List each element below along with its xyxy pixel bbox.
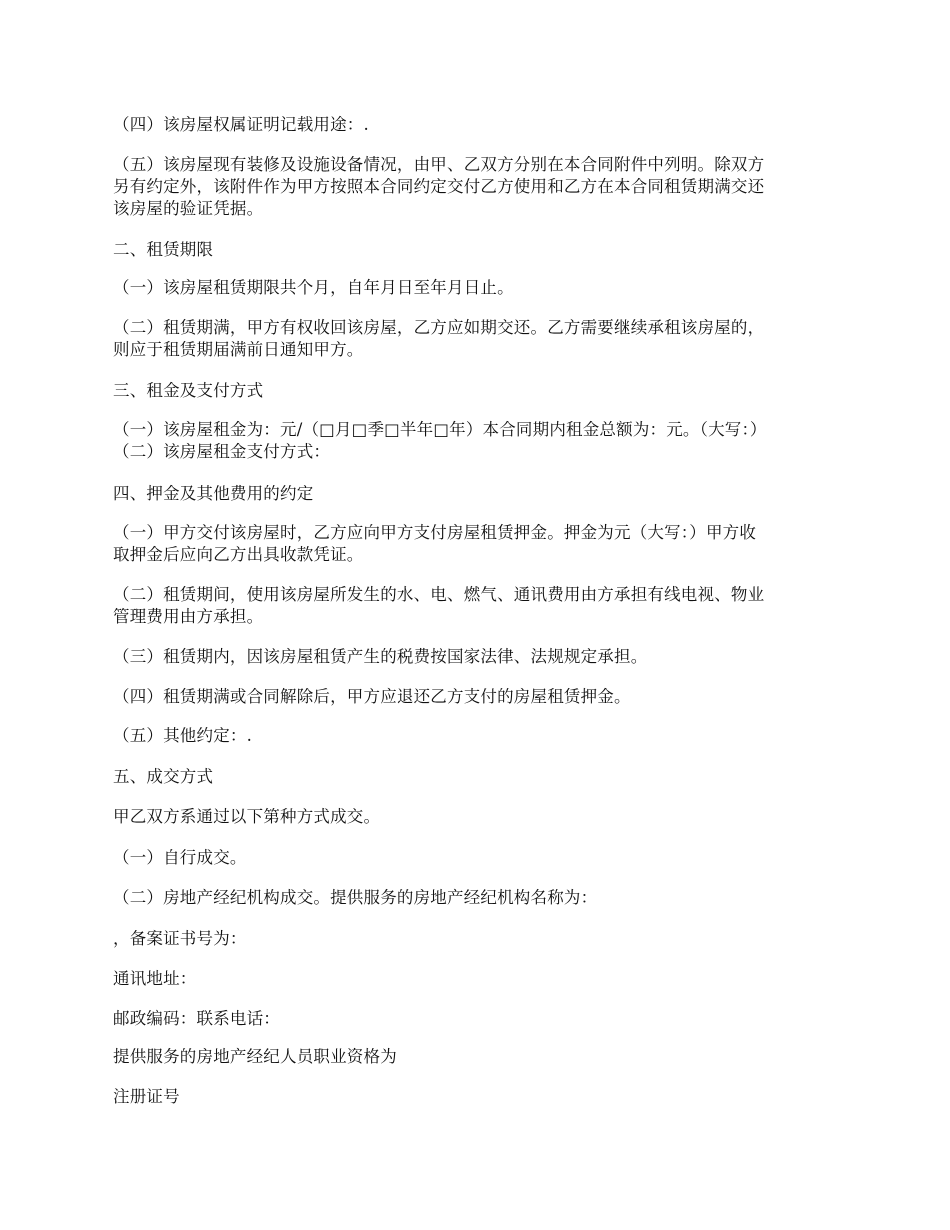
section-heading-transaction: 五、成交方式: [113, 767, 214, 786]
clause-4-1-deposit: [113, 522, 843, 566]
transaction-option-agency: （二）房地产经纪机构成交。提供服务的房地产经纪机构名称为：: [113, 888, 598, 907]
clause-4-5-fixtures: [113, 154, 843, 220]
agent-registration-number: 注册证号: [113, 1087, 180, 1106]
text-line: （一）甲方交付该房屋时，乙方应向甲方支付房屋租赁押金。押金为元（大写：）甲方收: [113, 523, 757, 542]
text-line: 则应于租赁期届满前日通知甲方。: [113, 340, 364, 359]
text-line: 管理费用由方承担。: [113, 607, 264, 626]
text-line: 该房屋的验证凭据。: [113, 199, 264, 218]
clause-4-3-taxes: （三）租赁期内，因该房屋租赁产生的税费按国家法律、法规规定承担。: [113, 647, 648, 666]
clause-2-2-expiry: [113, 317, 843, 361]
section-heading-rent-payment: 三、租金及支付方式: [113, 381, 264, 400]
clause-2-1-term: （一）该房屋租赁期限共个月，自年月日至年月日止。: [113, 278, 514, 297]
clause-4-4-usage: （四）该房屋权属证明记载用途：.: [113, 115, 369, 134]
section-heading-deposit: 四、押金及其他费用的约定: [113, 484, 314, 503]
text-line: 取押金后应向乙方出具收款凭证。: [113, 545, 364, 564]
transaction-option-self: （一）自行成交。: [113, 848, 247, 867]
text-line: （五）该房屋现有装修及设施设备情况，由甲、乙双方分别在本合同附件中列明。除双方: [113, 155, 765, 174]
clause-4-2-utilities: [113, 584, 843, 628]
section-heading-lease-term: 二、租赁期限: [113, 240, 214, 259]
text-line: （一）该房屋租金为：元/（□月□季□半年□年）本合同期内租金总额为：元。（大写：）: [113, 420, 767, 439]
agency-registration-number: ，备案证书号为：: [113, 929, 247, 948]
transaction-intro: 甲乙双方系通过以下第种方式成交。: [113, 807, 381, 826]
clause-4-5-other: （五）其他约定：.: [113, 726, 253, 745]
clause-3-rent: [113, 419, 843, 463]
clause-4-4-refund: （四）租赁期满或合同解除后，甲方应退还乙方支付的房屋租赁押金。: [113, 687, 631, 706]
agency-postcode-phone: 邮政编码：联系电话：: [113, 1009, 280, 1028]
text-line: （二）租赁期间，使用该房屋所发生的水、电、燃气、通讯费用由方承担有线电视、物业: [113, 585, 765, 604]
agent-qualification: 提供服务的房地产经纪人员职业资格为: [113, 1047, 397, 1066]
text-line: （二）该房屋租金支付方式：: [113, 442, 331, 461]
text-line: 另有约定外，该附件作为甲方按照本合同约定交付乙方使用和乙方在本合同租赁期满交还: [113, 177, 765, 196]
agency-address: 通讯地址：: [113, 969, 197, 988]
text-line: （二）租赁期满，甲方有权收回该房屋，乙方应如期交还。乙方需要继续承租该房屋的，: [113, 318, 765, 337]
